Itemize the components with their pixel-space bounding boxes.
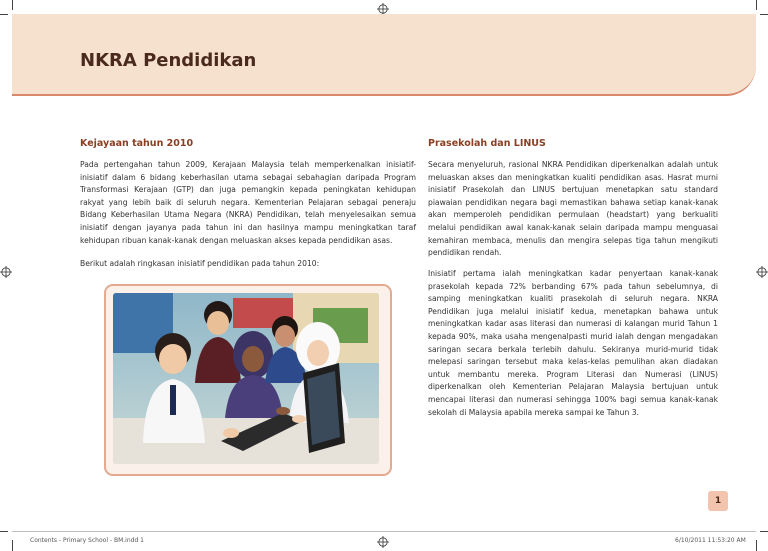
- crop-mark: [760, 14, 768, 15]
- crop-mark: [12, 540, 13, 551]
- page-title: NKRA Pendidikan: [80, 50, 257, 71]
- footer-rule: [12, 531, 756, 532]
- crop-mark: [12, 0, 13, 10]
- registration-mark-icon: [756, 266, 768, 278]
- section-heading-prasekolah: Prasekolah dan LINUS: [428, 138, 546, 149]
- footer-timestamp: 6/10/2011 11:53:20 AM: [675, 537, 746, 544]
- body-paragraph: Berikut adalah ringkasan inisiatif pendidikan pada tahun 2010:: [80, 259, 320, 268]
- crop-mark: [760, 531, 768, 532]
- footer-file-label: Contents - Primary School - BM.indd 1: [30, 537, 144, 544]
- registration-mark-icon: [377, 536, 389, 548]
- classroom-photo: [113, 293, 379, 464]
- body-paragraph: Secara menyeluruh, rasional NKRA Pendidikan diperkenalkan adalah untuk meluaskan akses dan meningkatkan kualiti pendidikan asas. Hasrat murni inisiatif Prasekolah dan LINUS bertujuan menetapkan satu standard piawaian pendidikan negara bagi memastikan bahawa setiap kanak-kanak akan memperoleh pendidikan permulaan (headstart) yang berkualiti melalui pendidikan awal kanak-kanak selain daripada mampu menguasai kemahiran membaca, menulis dan mengira selepas tiga tahun mengikuti pendidikan rendah.: [428, 160, 718, 258]
- section-heading-kejayaan: Kejayaan tahun 2010: [80, 138, 194, 149]
- crop-mark: [0, 14, 8, 15]
- registration-mark-icon: [0, 266, 12, 278]
- students-at-computer-illustration: [113, 293, 379, 464]
- crop-mark: [756, 0, 757, 10]
- body-paragraph: Pada pertengahan tahun 2009, Kerajaan Malaysia telah memperkenalkan inisiatif-inisiatif dalam 6 bidang keberhasilan utama sebagai sebahagian daripada Program Transformasi Kerajaan (GTP) dan juga pemangkin kepada peningkatan kehidupan rakyat yang lebih baik di seluruh negara. Kementerian Pelajaran sebagai peneraju Bidang Keberhasilan Utama Negara (NKRA) Pendidikan, telah menyelesaikan semua inisiatif dengan jayanya pada tahun ini dan hasilnya mampu meningkatkan taraf kehidupan ribuan kanak-kanak dengan meluaskan akses kepada pendidikan asas.: [80, 160, 416, 245]
- body-paragraph: Inisiatif pertama ialah meningkatkan kadar penyertaan kanak-kanak prasekolah kepada 72% berbanding 67% pada tahun sebelumnya, di samping meningkatkan kualiti prasekolah di seluruh negara. NKRA Pendidikan juga melalui inisiatif kedua, menetapkan bahawa untuk meningkatkan kadar asas literasi dan numerasi di kalangan murid Tahun 1 kepada 90%, maka usaha mengenalpasti murid ialah dengan mengadakan saringan secara berkala terlebih dahulu. Sekiranya murid-murid tidak melepasi saringan tersebut maka kelas-kelas pemulihan akan diadakan untuk membantu mereka. Program Literasi dan Numerasi (LINUS) diperkenalkan oleh Kementerian Pelajaran Malaysia bertujuan untuk mencapai literasi dan numerasi sehingga 100% bagi semua kanak-kanak sekolah di Malaysia apabila mereka sampai ke Tahun 3.: [428, 269, 718, 417]
- page-number-badge: 1: [708, 491, 728, 511]
- crop-mark: [0, 531, 8, 532]
- crop-mark: [756, 540, 757, 551]
